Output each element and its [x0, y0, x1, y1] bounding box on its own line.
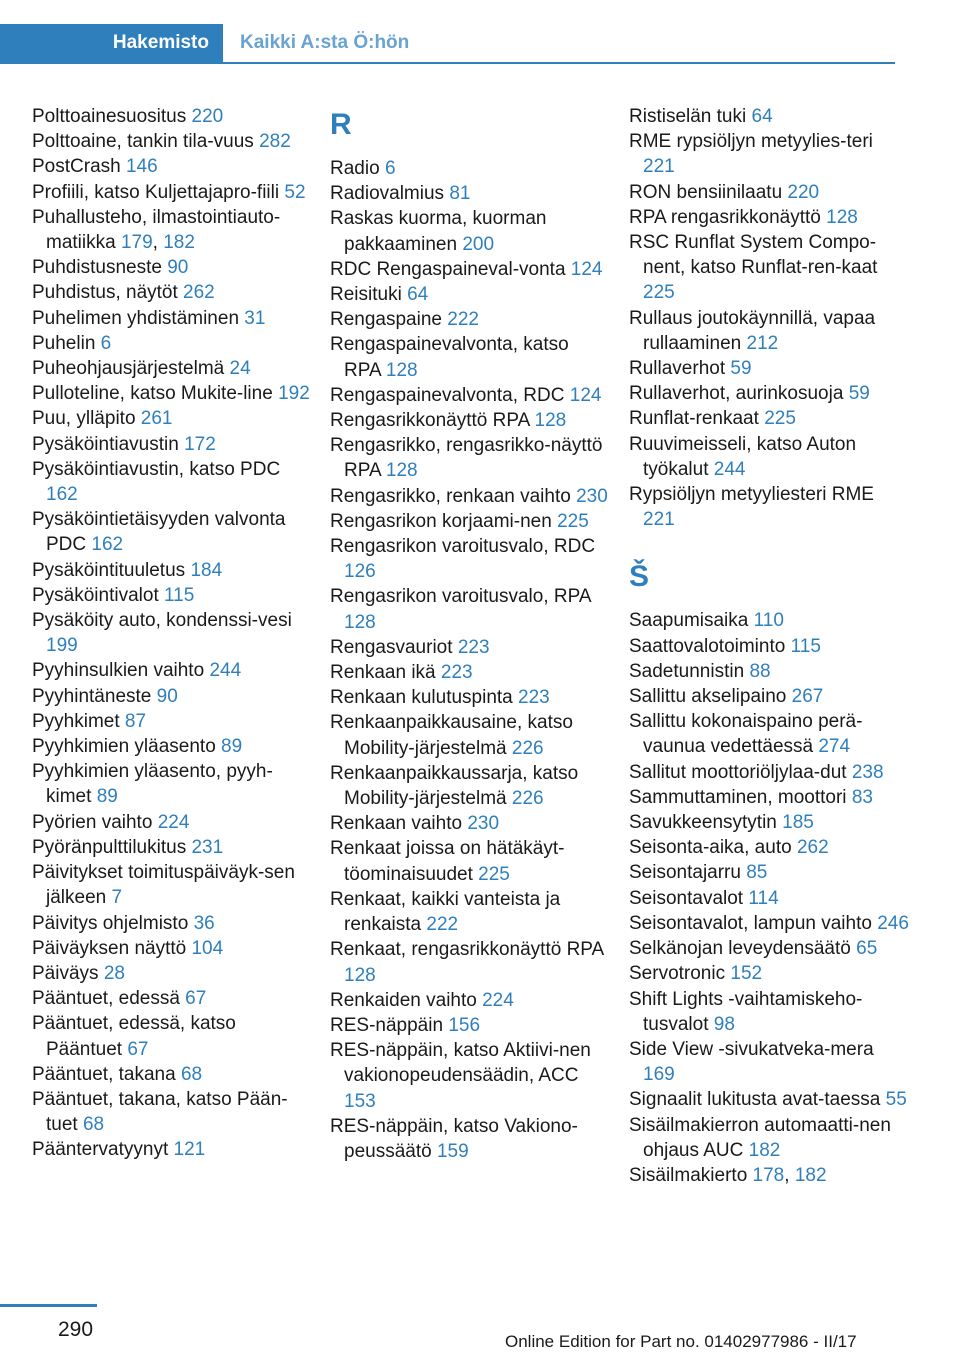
index-term: RPA rengasrikkonäyttö: [629, 206, 821, 228]
index-term: Puhallusteho, ilmastointiauto-matiikka: [32, 206, 281, 254]
index-term: Savukkeensytytin: [629, 812, 777, 834]
index-entry: [629, 608, 909, 633]
page-reference-link[interactable]: 128: [385, 460, 418, 482]
page-reference-link[interactable]: 146: [125, 156, 158, 178]
index-entry: [32, 1062, 312, 1087]
page-reference-link[interactable]: 224: [157, 811, 190, 833]
page-reference-link[interactable]: 115: [790, 635, 821, 657]
index-term: Rengasrikko, renkaan vaihto: [330, 485, 571, 507]
page-reference-link[interactable]: 59: [848, 383, 870, 405]
page-reference-link[interactable]: 24: [229, 358, 251, 380]
index-term: Servotronic: [629, 963, 726, 985]
index-entry: [629, 432, 909, 482]
page-reference-link[interactable]: 110: [753, 610, 784, 632]
index-term: Rengaspainevalvonta, RDC: [330, 384, 565, 406]
index-term: Rypsiöljyn metyyliesteri RME: [629, 484, 874, 506]
index-term: Pyyhinsulkien vaihto: [32, 660, 205, 682]
index-entry: [32, 406, 312, 431]
index-term: Rullaus joutokäynnillä, vapaa rullaaminen: [629, 307, 876, 354]
page-reference-link[interactable]: 59: [730, 358, 752, 380]
page-reference-link[interactable]: 221: [643, 156, 675, 178]
index-entry: [330, 685, 610, 710]
index-entry: [32, 1087, 312, 1137]
index-term: Pulloteline, katso Mukite-line: [32, 383, 273, 405]
index-term: Renkaat, rengasrikkonäyttö RPA: [330, 939, 604, 961]
index-term: Renkaan ikä: [330, 662, 436, 684]
index-entry: [32, 709, 312, 734]
index-entry: [32, 154, 312, 179]
index-entry: [629, 961, 909, 986]
page-reference-link[interactable]: 267: [791, 686, 824, 708]
page-reference-link[interactable]: 200: [462, 233, 495, 255]
index-term: Pysäköintietäisyyden valvonta PDC: [32, 509, 286, 556]
page-reference-link[interactable]: 222: [447, 309, 479, 331]
index-term: RME rypsiöljyn metyylies-teri: [629, 131, 873, 153]
page-reference-link[interactable]: 192: [278, 383, 310, 405]
index-term: RES-näppäin, katso Vakiono-peussäätö: [330, 1115, 578, 1162]
page-reference-link[interactable]: 36: [193, 912, 215, 934]
index-term: Renkaanpaikkaussarja, katso Mobility-järjestelmä: [330, 762, 579, 810]
page-reference-link[interactable]: 67: [127, 1038, 149, 1060]
index-term: Renkaat joissa on hätäkäyt-töominaisuudet: [330, 838, 565, 885]
index-term: Sallittu kokonaispaino perä-vaunua vedettäessä: [629, 711, 863, 758]
index-term: Seisontajarru: [629, 862, 741, 884]
page-reference-link[interactable]: 182: [794, 1164, 827, 1186]
page-reference-link[interactable]: 182: [163, 232, 195, 254]
page-reference-link[interactable]: 212: [746, 332, 779, 354]
page-reference-link[interactable]: 6: [384, 158, 396, 179]
page-reference-link[interactable]: 162: [91, 534, 124, 556]
index-tab-bar: [0, 24, 895, 64]
index-entry: [32, 1011, 312, 1061]
index-entry: [330, 1038, 610, 1114]
page-reference-link[interactable]: 89: [221, 736, 243, 758]
index-entry: [330, 307, 610, 332]
index-entry: [330, 408, 610, 433]
index-entry: [629, 860, 909, 885]
page-reference-link[interactable]: 223: [457, 636, 490, 658]
index-entry: [629, 911, 909, 936]
page-reference-link[interactable]: 55: [885, 1089, 907, 1111]
page-reference-link[interactable]: 65: [856, 938, 878, 960]
index-term: Pääntuet, edessä: [32, 988, 180, 1010]
index-term: Puhelin: [32, 332, 96, 354]
page-reference-link[interactable]: 220: [191, 106, 224, 127]
index-entry: [32, 734, 312, 759]
page-reference-link[interactable]: 274: [818, 736, 851, 758]
index-entry: [629, 1037, 909, 1087]
page-reference-link[interactable]: 185: [782, 812, 814, 834]
page-reference-link[interactable]: 182: [748, 1139, 781, 1161]
index-entry: [330, 383, 610, 408]
page-reference-link[interactable]: 64: [751, 106, 773, 127]
index-entry: [330, 509, 610, 534]
index-entry: [629, 104, 909, 129]
index-entry: [629, 634, 909, 659]
tab-hakemisto[interactable]: Hakemisto: [0, 24, 223, 62]
index-term: Rullaverhot: [629, 358, 726, 380]
index-entry: [330, 811, 610, 836]
index-term: Pysäköintiavustin, katso PDC: [32, 458, 281, 480]
index-entry: [32, 432, 312, 457]
index-entry: [629, 356, 909, 381]
index-entry: [629, 230, 909, 306]
page-reference-link[interactable]: 52: [284, 181, 306, 203]
page-reference-link[interactable]: 159: [436, 1140, 469, 1162]
index-term: Saattovalotoiminto: [629, 635, 786, 657]
index-entry: [32, 558, 312, 583]
page-reference-link[interactable]: 178: [752, 1164, 785, 1186]
index-column-1: [32, 104, 312, 1163]
index-entry: [629, 835, 909, 860]
page-reference-link[interactable]: 230: [467, 813, 500, 835]
index-term: Pyöränpulttilukitus: [32, 836, 187, 858]
index-entry: [629, 987, 909, 1037]
page-reference-link[interactable]: 104: [191, 937, 224, 959]
index-entry: [330, 534, 610, 584]
index-entry: [32, 280, 312, 305]
page-reference-link[interactable]: 238: [851, 761, 884, 783]
index-term: Sallittu akselipaino: [629, 686, 787, 708]
index-entry: [330, 332, 610, 382]
index-entry: [32, 608, 312, 658]
index-entry: [330, 257, 610, 282]
page-reference-link[interactable]: 226: [511, 737, 544, 759]
index-column-2: [330, 104, 610, 1164]
page-reference-link[interactable]: 115: [164, 584, 195, 606]
page-reference-link[interactable]: 231: [191, 836, 224, 858]
index-term: Pyyhkimet: [32, 710, 120, 732]
index-entry: [32, 936, 312, 961]
index-entry: [629, 1087, 909, 1112]
page-reference-link[interactable]: 222: [426, 914, 459, 936]
index-term: Signaalit lukitusta avat-taessa: [629, 1089, 881, 1111]
index-term: PostCrash: [32, 156, 121, 178]
index-term: Reisituki: [330, 284, 402, 306]
index-entry: [330, 433, 610, 483]
index-term: Pääntuet, takana: [32, 1063, 176, 1085]
index-entry: [32, 961, 312, 986]
index-entry: [32, 583, 312, 608]
page-reference-link[interactable]: 262: [183, 282, 215, 304]
index-entry: [629, 205, 909, 230]
page-reference-link[interactable]: 121: [173, 1139, 206, 1161]
index-term: Päivitys ohjelmisto: [32, 912, 189, 934]
index-term: Radio: [330, 158, 380, 179]
index-entry: [629, 760, 909, 785]
index-entry: [330, 937, 610, 987]
page-reference-link[interactable]: 179: [120, 232, 153, 254]
page-reference-link[interactable]: 89: [96, 786, 118, 808]
page-number-rule: [0, 1304, 97, 1307]
index-entry: [629, 659, 909, 684]
page-reference-link[interactable]: 128: [344, 611, 376, 633]
tab-all-a-to-o[interactable]: Kaikki A:sta Ö:hön: [240, 32, 410, 53]
page-reference-link[interactable]: 128: [385, 359, 418, 381]
index-entry: [330, 887, 610, 937]
index-term: Pysäköintiavustin: [32, 433, 179, 455]
index-term: Shift Lights -vaihtamiskeho-tusvalot: [629, 988, 863, 1035]
index-entry: [330, 988, 610, 1013]
index-term: Ruuvimeisseli, katso Auton työkalut: [629, 433, 857, 480]
index-term: Päiväyksen näyttö: [32, 937, 187, 959]
index-term: Saapumisaika: [629, 610, 749, 632]
index-term: Rengasrikkonäyttö RPA: [330, 410, 530, 432]
index-term: Sadetunnistin: [629, 660, 745, 682]
index-term: Pääntuet, takana, katso Pään-tuet: [32, 1088, 288, 1136]
index-entry: [330, 1114, 610, 1164]
index-term: Side View -sivukatveka-mera: [629, 1038, 874, 1060]
index-entry: [32, 986, 312, 1011]
index-entry: [629, 482, 909, 532]
page-reference-link[interactable]: 262: [796, 837, 829, 859]
page-reference-link[interactable]: 98: [713, 1013, 735, 1035]
index-term: Rengasrikon varoitusvalo, RDC: [330, 536, 596, 558]
index-entry: [629, 1113, 909, 1163]
index-entry: [330, 710, 610, 760]
index-term: Rengasvauriot: [330, 636, 453, 658]
index-term: Renkaat, kaikki vanteista ja renkaista: [330, 888, 561, 936]
index-entry: [32, 759, 312, 809]
index-entry: [32, 129, 312, 154]
page-reference-link[interactable]: 31: [244, 307, 266, 329]
index-term: Sisäilmakierron automaatti-nen ohjaus AUC: [629, 1114, 891, 1161]
page-reference-link[interactable]: 126: [344, 561, 376, 583]
index-entry: [629, 936, 909, 961]
page-reference-link[interactable]: 28: [103, 962, 125, 984]
page-reference-link[interactable]: 153: [344, 1090, 376, 1112]
index-term: Rengasrikon korjaami-nen: [330, 510, 552, 532]
index-term: Pysäköintivalot: [32, 584, 159, 606]
index-term: Puhelimen yhdistäminen: [32, 307, 240, 329]
index-entry: [629, 684, 909, 709]
page-reference-link[interactable]: 68: [180, 1063, 203, 1085]
index-term: Runflat-renkaat: [629, 408, 759, 430]
page-reference-link[interactable]: 64: [407, 284, 429, 306]
page-reference-link[interactable]: 244: [209, 660, 242, 682]
index-term: Renkaanpaikkausaine, katso Mobility-järjestelmä: [330, 712, 573, 759]
page-reference-link[interactable]: 230: [576, 485, 608, 507]
index-entry: [629, 886, 909, 911]
index-term: Selkänojan leveydensäätö: [629, 938, 851, 960]
index-entry: [32, 180, 312, 205]
index-term: Polttoaine, tankin tila-vuus: [32, 131, 254, 153]
index-term: Puu, ylläpito: [32, 408, 136, 430]
page-number: 290: [58, 1318, 94, 1341]
index-term: Pysäköintituuletus: [32, 559, 186, 581]
index-entry: [32, 306, 312, 331]
index-term: Renkaiden vaihto: [330, 989, 477, 1011]
index-entry: [32, 835, 312, 860]
index-entry: [32, 1137, 312, 1162]
index-entry: [32, 255, 312, 280]
index-term: Sallitut moottoriöljylaa-dut: [629, 761, 847, 783]
index-term: RON bensiinilaatu: [629, 181, 783, 203]
index-entry: [330, 836, 610, 886]
index-term: Pyörien vaihto: [32, 811, 153, 833]
index-entry: Puhallusteho, ilmastointiauto-matiikka 179, 182: [32, 206, 281, 254]
index-entry: [32, 658, 312, 683]
page-reference-link[interactable]: 81: [449, 183, 471, 205]
index-entry: [32, 381, 312, 406]
page-reference-link[interactable]: 68: [82, 1114, 105, 1136]
index-term: RES-näppäin, katso Aktiivi-nen vakionopeudensäädin, ACC: [330, 1040, 591, 1087]
index-term: Polttoainesuositus: [32, 106, 187, 127]
index-entry: [32, 684, 312, 709]
index-term: Rengaspaine: [330, 309, 442, 331]
page-reference-link[interactable]: 152: [730, 963, 763, 985]
index-entry: [330, 635, 610, 660]
page-reference-link[interactable]: 162: [46, 484, 78, 506]
page-reference-link[interactable]: 282: [259, 131, 291, 153]
index-entry: [32, 860, 312, 910]
index-entry: [629, 406, 909, 431]
index-term: Rullaverhot, aurinkosuoja: [629, 383, 844, 405]
footer-edition-text: Online Edition for Part no. 01402977986 - II/17: [505, 1332, 857, 1351]
index-term: RSC Runflat System Compo-nent, katso Runflat-ren-kaat: [629, 232, 878, 279]
page-reference-link[interactable]: 225: [643, 282, 675, 304]
index-column-3: [629, 104, 909, 1188]
page-reference-link[interactable]: 88: [749, 660, 771, 682]
index-term: Pyyhkimien yläasento: [32, 736, 216, 758]
index-entry: [629, 381, 909, 406]
index-entry: [330, 660, 610, 685]
page-reference-link[interactable]: 199: [46, 635, 78, 657]
page-reference-link[interactable]: 114: [748, 887, 779, 909]
page-reference-link[interactable]: 124: [569, 384, 602, 406]
page-reference-link[interactable]: 221: [643, 509, 675, 531]
index-term: Raskas kuorma, kuorman pakkaaminen: [330, 208, 547, 255]
page-reference-link[interactable]: 87: [124, 710, 147, 732]
index-entry: Sisäilmakierto 178, 182: [629, 1164, 827, 1186]
page-reference-link[interactable]: 128: [534, 410, 567, 432]
page-reference-link[interactable]: 7: [111, 887, 123, 909]
index-term: Rengasrikon varoitusvalo, RPA: [330, 586, 591, 608]
index-entry: [629, 785, 909, 810]
index-entry: [32, 356, 312, 381]
index-entry: [32, 507, 312, 557]
index-term: Profiili, katso Kuljettajapro-fiili: [32, 181, 280, 203]
index-term: Pyyhkimien yläasento, pyyh-kimet: [32, 761, 273, 808]
index-entry: [330, 484, 610, 509]
index-term: Pääntervatyynyt: [32, 1139, 169, 1161]
page-reference-link[interactable]: 128: [344, 964, 376, 986]
index-term: Päiväys: [32, 962, 99, 984]
index-entry: [629, 306, 909, 356]
page-reference-link[interactable]: 85: [746, 862, 768, 884]
index-entry: [330, 1013, 610, 1038]
page-reference-link[interactable]: 246: [877, 912, 909, 934]
index-entry: [32, 810, 312, 835]
page-reference-link[interactable]: 226: [511, 788, 544, 810]
index-term: Pääntuet, edessä, katso Pääntuet: [32, 1013, 236, 1060]
index-term: Ristiselän tuki: [629, 106, 747, 127]
index-entry: [32, 457, 312, 507]
page-reference-link[interactable]: 169: [643, 1064, 675, 1086]
index-entry: [330, 156, 610, 181]
index-term: Pyyhintäneste: [32, 685, 152, 707]
page-reference-link[interactable]: 184: [190, 559, 223, 581]
section-gap: [629, 532, 909, 556]
page-reference-link[interactable]: 128: [826, 206, 858, 228]
page-reference-link[interactable]: 244: [713, 458, 746, 480]
page-reference-link[interactable]: 83: [851, 786, 873, 808]
page-reference-link[interactable]: 172: [184, 433, 216, 455]
index-entry: [330, 181, 610, 206]
index-entry: [32, 331, 312, 356]
page-reference-link[interactable]: 224: [482, 989, 514, 1011]
index-term: Puhdistusneste: [32, 257, 162, 279]
index-term: Renkaan vaihto: [330, 813, 463, 835]
index-term: Rengasrikko, rengasrikko-näyttö RPA: [330, 435, 603, 482]
section-letter: Š: [629, 560, 650, 594]
index-term: Rengaspainevalvonta, katso RPA: [330, 334, 569, 381]
index-term: Seisontavalot: [629, 887, 744, 909]
index-term: Seisonta-aika, auto: [629, 837, 792, 859]
index-term: Sammuttaminen, moottori: [629, 786, 847, 808]
index-entry: [629, 129, 909, 179]
index-entry: [32, 104, 312, 129]
page-reference-link[interactable]: 223: [440, 662, 473, 684]
page-reference-link[interactable]: 225: [557, 510, 589, 532]
index-entry: [330, 206, 610, 256]
index-term: RES-näppäin: [330, 1014, 444, 1036]
page-reference-link[interactable]: 225: [764, 408, 796, 430]
index-entry: [330, 584, 610, 634]
page-reference-link[interactable]: 90: [167, 257, 189, 279]
page-reference-link[interactable]: 67: [185, 988, 207, 1010]
page-reference-link[interactable]: 261: [140, 408, 173, 430]
index-entry: [330, 761, 610, 811]
index-term: Sisäilmakierto: [629, 1164, 748, 1186]
index-entry: [330, 282, 610, 307]
index-term: RDC Rengaspaineval-vonta: [330, 258, 566, 280]
page-reference-link[interactable]: 220: [787, 181, 820, 203]
index-entry: [32, 911, 312, 936]
page-reference-link[interactable]: 124: [570, 258, 603, 280]
page-reference-link[interactable]: 223: [518, 687, 550, 709]
index-term: Seisontavalot, lampun vaihto: [629, 912, 872, 934]
index-entry: [629, 709, 909, 759]
index-term: Renkaan kulutuspinta: [330, 687, 513, 709]
page-reference-link[interactable]: 90: [156, 685, 178, 707]
page-reference-link[interactable]: 225: [478, 863, 510, 885]
section-letter: R: [330, 108, 352, 141]
index-term: Puhdistus, näytöt: [32, 282, 178, 304]
index-term: Pysäköity auto, kondenssi-vesi: [32, 610, 292, 632]
index-entry: [629, 810, 909, 835]
page-reference-link[interactable]: 156: [448, 1014, 481, 1036]
index-term: Puheohjausjärjestelmä: [32, 358, 225, 380]
index-term: Radiovalmius: [330, 183, 445, 205]
page-reference-link[interactable]: 6: [100, 332, 112, 354]
index-term: Päivitykset toimituspäiväyk-sen jälkeen: [32, 862, 295, 909]
index-entry: [629, 180, 909, 205]
